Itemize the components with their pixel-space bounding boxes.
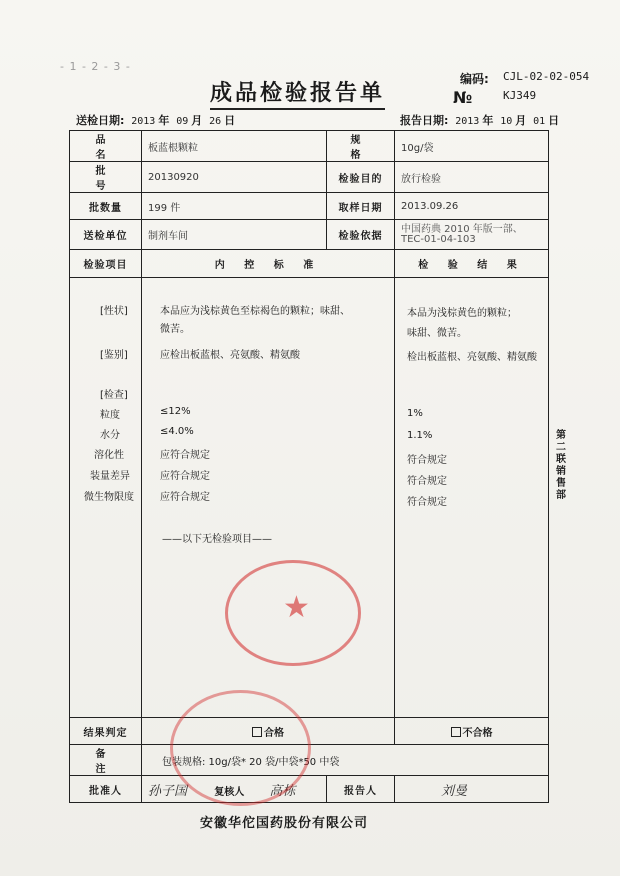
report-day: 01 bbox=[533, 116, 546, 127]
sol-label: 溶化性 bbox=[94, 450, 124, 461]
basis-label: 检验依据 bbox=[327, 220, 395, 250]
appearance-res-1: 本品为浅棕黄色的颗粒； bbox=[407, 308, 517, 319]
report-title: 成品检验报告单 bbox=[210, 76, 385, 110]
submit-date-label: 送检日期: bbox=[76, 114, 125, 127]
code-label: 编码: bbox=[460, 72, 489, 86]
result-cell bbox=[395, 278, 549, 718]
basis-line-2: TEC-01-04-103 bbox=[401, 233, 476, 245]
reporter-signature: 刘曼 bbox=[441, 783, 468, 799]
report-date bbox=[400, 112, 559, 128]
basis-value bbox=[395, 220, 549, 250]
submit-month: 09 bbox=[176, 116, 189, 127]
reviewer-signature: 高栋 bbox=[269, 783, 296, 799]
day-char: 日 bbox=[548, 114, 560, 127]
month-char: 月 bbox=[191, 114, 203, 127]
company-name: 安徽华佗国药股份有限公司 bbox=[200, 816, 369, 831]
report-year: 2013 bbox=[455, 116, 480, 127]
qty-value: 199 件 bbox=[142, 193, 327, 220]
ident-label: [鉴别] bbox=[100, 350, 128, 361]
purpose-label: 检验目的 bbox=[327, 162, 395, 193]
approver-label: 批准人 bbox=[70, 776, 142, 803]
batch-label: 批 号 bbox=[70, 162, 142, 193]
micro-res: 符合规定 bbox=[407, 497, 447, 508]
pass-label: 合格 bbox=[264, 727, 284, 739]
fail-checkbox[interactable] bbox=[451, 727, 461, 737]
quality-seal bbox=[170, 690, 311, 806]
month-char: 月 bbox=[515, 114, 527, 127]
water-res: 1.1% bbox=[407, 430, 433, 441]
sampling-label: 取样日期 bbox=[327, 193, 395, 220]
reporter-cell bbox=[395, 776, 549, 803]
number-symbol: № bbox=[453, 88, 473, 107]
load-res: 符合规定 bbox=[407, 476, 447, 487]
item-header: 检验项目 bbox=[70, 250, 142, 278]
submit-date bbox=[76, 112, 235, 128]
spec-value: 10g/袋 bbox=[395, 131, 549, 162]
qty-label: 批数量 bbox=[70, 193, 142, 220]
submit-year: 2013 bbox=[131, 116, 156, 127]
remarks-label: 备 注 bbox=[70, 745, 142, 776]
item-labels-cell bbox=[70, 278, 142, 718]
submit-day: 26 bbox=[209, 116, 222, 127]
product-label: 品 名 bbox=[70, 131, 142, 162]
remarks-value: 包装规格: 10g/袋* 20 袋/中袋*50 中袋 bbox=[142, 745, 549, 776]
spec-label: 规 格 bbox=[327, 131, 395, 162]
appearance-std-2: 微苦。 bbox=[160, 324, 190, 335]
year-char: 年 bbox=[158, 114, 170, 127]
code-value: CJL-02-02-054 bbox=[503, 70, 590, 83]
fail-label: 不合格 bbox=[462, 727, 493, 739]
size-res: 1% bbox=[407, 408, 423, 419]
load-label: 装量差异 bbox=[90, 471, 130, 482]
standard-header: 内 控 标 准 bbox=[142, 250, 395, 278]
report-month: 10 bbox=[500, 116, 513, 127]
appearance-std-1: 本品应为浅棕黄色至棕褐色的颗粒；味甜、 bbox=[160, 306, 350, 317]
reporter-label: 报告人 bbox=[327, 776, 395, 803]
report-table bbox=[69, 130, 549, 803]
size-label: 粒度 bbox=[100, 410, 120, 421]
product-value: 板蓝根颗粒 bbox=[142, 131, 327, 162]
unit-label: 送检单位 bbox=[70, 220, 142, 250]
water-label: 水分 bbox=[100, 430, 120, 441]
sol-std: 应符合规定 bbox=[160, 450, 210, 461]
ident-std: 应检出板蓝根、亮氨酸、精氨酸 bbox=[160, 350, 300, 361]
report-date-label: 报告日期: bbox=[400, 114, 449, 127]
header-smear-text: - 1 - 2 - 3 - bbox=[60, 60, 131, 73]
day-char: 日 bbox=[224, 114, 236, 127]
approver-signature: 孙子国 bbox=[148, 783, 188, 799]
conclusion-label: 结果判定 bbox=[70, 718, 142, 745]
micro-label: 微生物限度 bbox=[84, 492, 134, 503]
load-std: 应符合规定 bbox=[160, 471, 210, 482]
copy-note: 第二联 销售部 bbox=[556, 430, 566, 501]
seal-star-icon: ★ bbox=[283, 590, 310, 625]
result-header: 检 验 结 果 bbox=[395, 250, 549, 278]
ident-res: 检出板蓝根、亮氨酸、精氨酸 bbox=[407, 352, 537, 363]
basis-line-1: 中国药典 2010 年版一部、 bbox=[401, 223, 523, 235]
end-note: ——以下无检验项目—— bbox=[162, 534, 272, 545]
batch-value: 20130920 bbox=[142, 162, 327, 193]
size-std: ≤12% bbox=[160, 406, 191, 417]
appearance-label: [性状] bbox=[100, 306, 128, 317]
appearance-res-2: 味甜、微苦。 bbox=[407, 328, 467, 339]
year-char: 年 bbox=[482, 114, 494, 127]
purpose-value: 放行检验 bbox=[395, 162, 549, 193]
number-value: KJ349 bbox=[503, 89, 537, 102]
reviewer-label: 复核人 bbox=[214, 786, 245, 798]
sol-res: 符合规定 bbox=[407, 455, 447, 466]
unit-value: 制剂车间 bbox=[142, 220, 327, 250]
conclusion-fail bbox=[395, 718, 549, 745]
sampling-value: 2013.09.26 bbox=[395, 193, 549, 220]
water-std: ≤4.0% bbox=[160, 426, 194, 437]
inspect-label: [检查] bbox=[100, 390, 128, 401]
micro-std: 应符合规定 bbox=[160, 492, 210, 503]
